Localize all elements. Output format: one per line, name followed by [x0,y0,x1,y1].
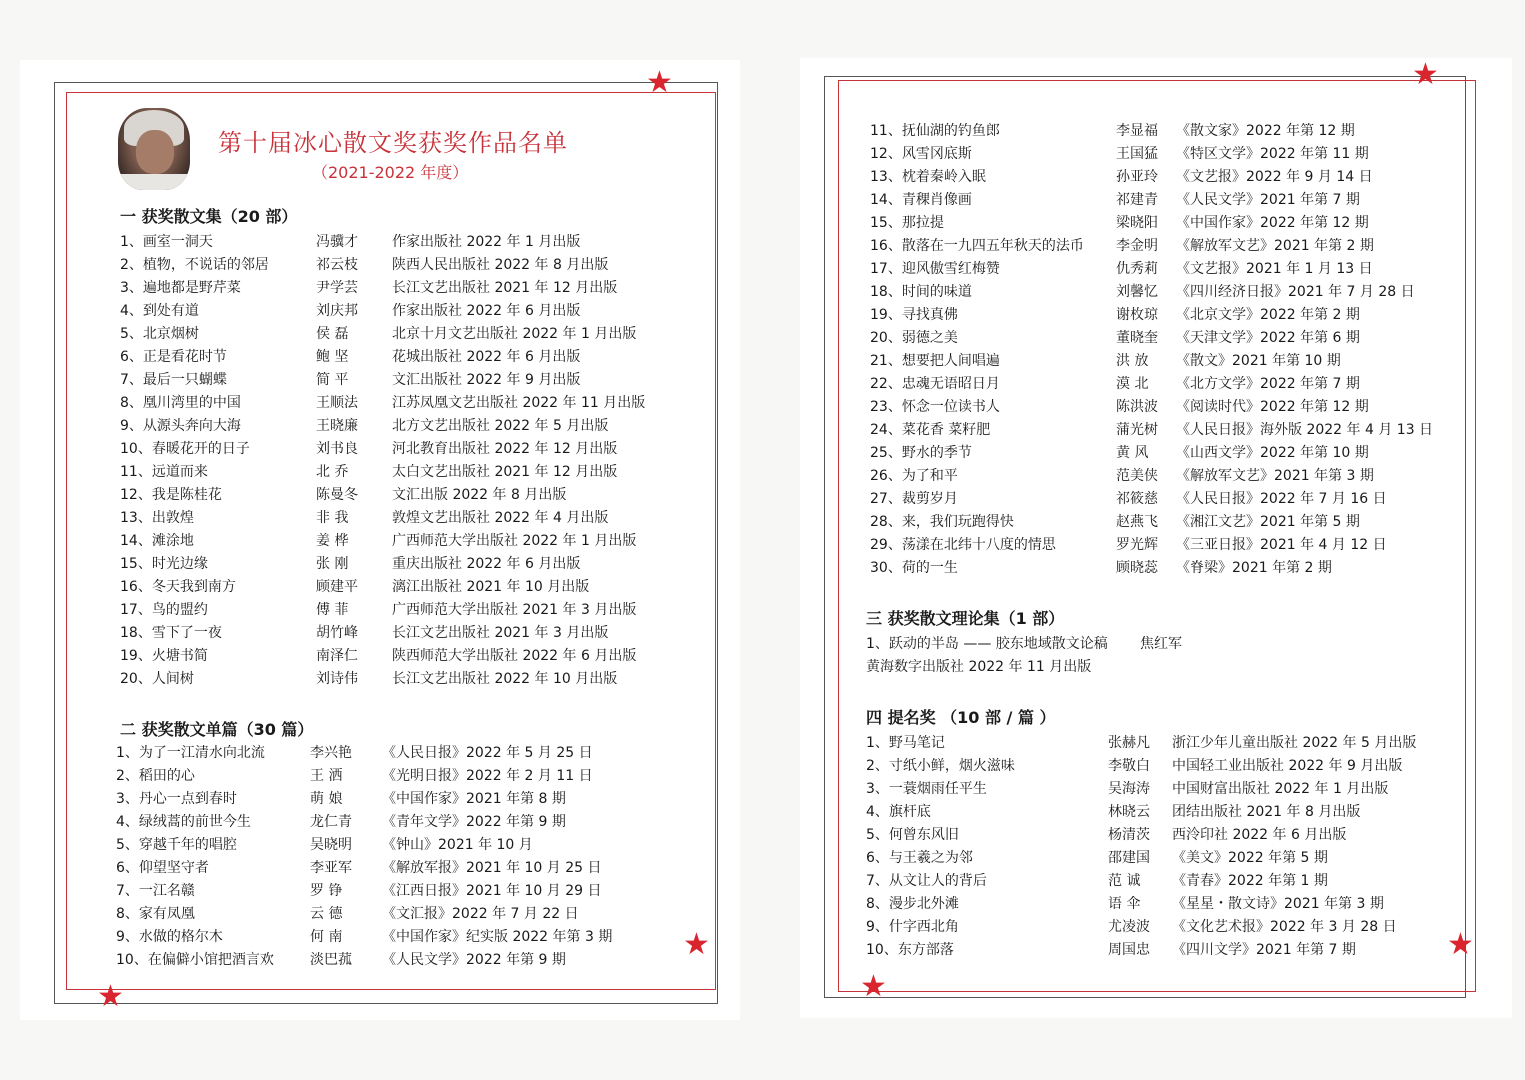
item-author: 王国猛 [1116,146,1158,162]
item-title: 11、远道而来 [120,464,208,480]
item-publication: 《星星・散文诗》2021 年第 3 期 [1172,896,1384,912]
item-title: 10、春暖花开的日子 [120,441,250,457]
item-publication: 《文艺报》2022 年 9 月 14 日 [1176,169,1373,185]
item-title: 28、来，我们玩跑得快 [870,514,1014,530]
item-publication: 陕西人民出版社 2022 年 8 月出版 [392,257,609,273]
item-author: 张 刚 [316,556,349,572]
item-publication: 《人民文学》2022 年第 9 期 [382,952,566,968]
item-publication: 广西师范大学出版社 2022 年 1 月出版 [392,533,637,549]
item-publication: 《解放军文艺》2021 年第 2 期 [1176,238,1374,254]
item-publication: 《散文家》2022 年第 12 期 [1176,123,1355,139]
item-author: 范 诚 [1108,873,1141,889]
item-title: 4、到处有道 [120,303,199,319]
item-author: 冯骥才 [316,234,358,250]
star-icon: ★ [97,979,124,1014]
item-author: 刘书良 [316,441,358,457]
item-publication: 长江文艺出版社 2021 年 3 月出版 [392,625,609,641]
item-publication: 《湘江文艺》2021 年第 5 期 [1176,514,1360,530]
item-author: 胡竹峰 [316,625,358,641]
item-publication: 太白文艺出版社 2021 年 12 月出版 [392,464,618,480]
item-title: 5、何曾东风旧 [866,827,959,843]
item-title: 13、枕着秦岭入眠 [870,169,986,185]
item-publication: 《中国作家》纪实版 2022 年第 3 期 [382,929,613,945]
item-publication: 团结出版社 2021 年 8 月出版 [1172,804,1361,820]
item-publication: 花城出版社 2022 年 6 月出版 [392,349,581,365]
item-author: 孙亚玲 [1116,169,1158,185]
item-author: 李兴艳 [310,745,352,761]
item-author: 尹学芸 [316,280,358,296]
item-title: 27、裁剪岁月 [870,491,958,507]
item-title: 22、忠魂无语昭日月 [870,376,1000,392]
item-publication: 《解放军报》2021 年 10 月 25 日 [382,860,602,876]
item-publication: 漓江出版社 2021 年 10 月出版 [392,579,590,595]
item-publication: 敦煌文艺出版社 2022 年 4 月出版 [392,510,609,526]
item-author: 周国忠 [1108,942,1150,958]
item-publication: 《北方文学》2022 年第 7 期 [1176,376,1360,392]
item-publication: 重庆出版社 2022 年 6 月出版 [392,556,581,572]
item-author: 漠 北 [1116,376,1149,392]
theory-item-publisher: 黄海数字出版社 2022 年 11 月出版 [866,659,1092,675]
section-heading-nominations: 四 提名奖 （10 部 / 篇 ） [866,708,1056,727]
star-icon: ★ [646,65,673,100]
item-title: 3、遍地都是野芹菜 [120,280,241,296]
item-author: 陈曼冬 [316,487,358,503]
item-publication: 河北教育出版社 2022 年 12 月出版 [392,441,618,457]
item-publication: 长江文艺出版社 2022 年 10 月出版 [392,671,618,687]
item-author: 蒲光树 [1116,422,1158,438]
item-title: 4、旗杆底 [866,804,931,820]
item-title: 3、丹心一点到春时 [116,791,237,807]
item-title: 26、为了和平 [870,468,958,484]
item-publication: 《特区文学》2022 年第 11 期 [1176,146,1369,162]
item-title: 3、一蓑烟雨任平生 [866,781,987,797]
item-author: 李敬白 [1108,758,1150,774]
item-title: 6、仰望坚守者 [116,860,209,876]
star-icon: ★ [1447,927,1474,962]
item-author: 姜 桦 [316,533,349,549]
item-author: 陈洪波 [1116,399,1158,415]
item-publication: 文汇出版 2022 年 8 月出版 [392,487,567,503]
item-title: 24、菜花香 菜籽肥 [870,422,991,438]
item-author: 吴晓明 [310,837,352,853]
item-author: 洪 放 [1116,353,1149,369]
item-publication: 中国财富出版社 2022 年 1 月出版 [1172,781,1389,797]
item-publication: 《天津文学》2022 年第 6 期 [1176,330,1360,346]
item-author: 林晓云 [1108,804,1150,820]
item-author: 非 我 [316,510,349,526]
item-title: 8、凰川湾里的中国 [120,395,241,411]
item-publication: 《阅读时代》2022 年第 12 期 [1176,399,1369,415]
item-author: 黄 风 [1116,445,1149,461]
item-author: 祁云枝 [316,257,358,273]
item-publication: 《光明日报》2022 年 2 月 11 日 [382,768,593,784]
item-publication: 文汇出版社 2022 年 9 月出版 [392,372,581,388]
item-title: 15、时光边缘 [120,556,208,572]
item-title: 1、画室一洞天 [120,234,213,250]
item-publication: 《解放军文艺》2021 年第 3 期 [1176,468,1374,484]
item-title: 17、鸟的盟约 [120,602,208,618]
item-title: 19、火塘书简 [120,648,208,664]
item-publication: 《人民文学》2021 年第 7 期 [1176,192,1360,208]
item-title: 25、野水的季节 [870,445,972,461]
item-author: 王晓廉 [316,418,358,434]
item-title: 5、穿越千年的唱腔 [116,837,237,853]
item-publication: 《青春》2022 年第 1 期 [1172,873,1328,889]
item-title: 6、正是看花时节 [120,349,227,365]
item-publication: 《美文》2022 年第 5 期 [1172,850,1328,866]
item-author: 李金明 [1116,238,1158,254]
item-publication: 《中国作家》2022 年第 12 期 [1176,215,1369,231]
item-publication: 作家出版社 2022 年 6 月出版 [392,303,581,319]
theory-item-author: 焦红军 [1140,636,1182,652]
item-author: 顾晓蕊 [1116,560,1158,576]
item-author: 龙仁青 [310,814,352,830]
item-author: 鲍 坚 [316,349,349,365]
item-publication: 《人民日报》2022 年 5 月 25 日 [382,745,593,761]
item-publication: 广西师范大学出版社 2021 年 3 月出版 [392,602,637,618]
item-title: 14、滩涂地 [120,533,194,549]
item-title: 2、寸纸小鲜，烟火滋味 [866,758,1015,774]
item-publication: 《青年文学》2022 年第 9 期 [382,814,566,830]
item-author: 简 平 [316,372,349,388]
item-author: 李亚军 [310,860,352,876]
item-title: 12、风雪冈底斯 [870,146,972,162]
item-author: 张赫凡 [1108,735,1150,751]
item-title: 7、最后一只蝴蝶 [120,372,227,388]
item-title: 9、水做的格尔木 [116,929,223,945]
item-title: 16、散落在一九四五年秋天的法币 [870,238,1084,254]
author-portrait [118,108,190,190]
item-author: 顾建平 [316,579,358,595]
star-icon: ★ [860,969,887,1004]
item-title: 5、北京烟树 [120,326,199,342]
item-author: 祁建青 [1116,192,1158,208]
item-publication: 江苏凤凰文艺出版社 2022 年 11 月出版 [392,395,646,411]
item-title: 9、什字西北角 [866,919,959,935]
item-author: 侯 磊 [316,326,349,342]
item-title: 17、迎风傲雪红梅赞 [870,261,1000,277]
item-publication: 《人民日报》2022 年 7 月 16 日 [1176,491,1387,507]
item-title: 23、怀念一位读书人 [870,399,1000,415]
item-title: 4、绿绒蒿的前世今生 [116,814,251,830]
item-publication: 陕西师范大学出版社 2022 年 6 月出版 [392,648,637,664]
item-title: 18、时间的味道 [870,284,972,300]
item-publication: 《散文》2021 年第 10 期 [1176,353,1341,369]
item-title: 1、为了一江清水向北流 [116,745,265,761]
item-title: 18、雪下了一夜 [120,625,222,641]
item-publication: 《四川经济日报》2021 年 7 月 28 日 [1176,284,1415,300]
item-title: 15、那拉提 [870,215,944,231]
item-publication: 《山西文学》2022 年第 10 期 [1176,445,1369,461]
item-author: 梁晓阳 [1116,215,1158,231]
item-author: 云 德 [310,906,343,922]
item-title: 7、从文让人的背后 [866,873,987,889]
item-author: 董晓奎 [1116,330,1158,346]
item-author: 淡巴菰 [310,952,352,968]
item-author: 傅 菲 [316,602,349,618]
item-author: 罗光辉 [1116,537,1158,553]
item-title: 29、荡漾在北纬十八度的情思 [870,537,1056,553]
item-author: 王顺法 [316,395,358,411]
item-author: 赵燕飞 [1116,514,1158,530]
section-heading-collections: 一 获奖散文集（20 部） [120,207,298,226]
item-title: 2、稻田的心 [116,768,195,784]
item-title: 20、弱德之美 [870,330,958,346]
item-author: 吴海涛 [1108,781,1150,797]
item-title: 21、想要把人间唱遍 [870,353,1000,369]
star-icon: ★ [683,927,710,962]
item-publication: 长江文艺出版社 2021 年 12 月出版 [392,280,618,296]
item-author: 邵建国 [1108,850,1150,866]
item-title: 8、漫步北外滩 [866,896,959,912]
item-title: 1、野马笔记 [866,735,945,751]
item-publication: 《钟山》2021 年 10 月 [382,837,533,853]
item-publication: 北京十月文艺出版社 2022 年 1 月出版 [392,326,637,342]
item-publication: 北方文艺出版社 2022 年 5 月出版 [392,418,609,434]
item-title: 13、出敦煌 [120,510,194,526]
item-title: 11、抚仙湖的钓鱼郎 [870,123,1000,139]
item-title: 16、冬天我到南方 [120,579,236,595]
item-title: 8、家有凤凰 [116,906,195,922]
item-publication: 《中国作家》2021 年第 8 期 [382,791,566,807]
item-author: 杨清茨 [1108,827,1150,843]
theory-item-title: 1、跃动的半岛 —— 胶东地域散文论稿 [866,636,1108,652]
item-author: 尤凌波 [1108,919,1150,935]
item-author: 北 乔 [316,464,349,480]
item-publication: 《文艺报》2021 年 1 月 13 日 [1176,261,1373,277]
item-title: 9、从源头奔向大海 [120,418,241,434]
page-title: 第十届冰心散文奖获奖作品名单 [218,129,568,157]
item-author: 南泽仁 [316,648,358,664]
item-author: 范美侠 [1116,468,1158,484]
item-publication: 浙江少年儿童出版社 2022 年 5 月出版 [1172,735,1417,751]
item-publication: 《北京文学》2022 年第 2 期 [1176,307,1360,323]
item-title: 7、一江名赣 [116,883,195,899]
item-title: 10、东方部落 [866,942,954,958]
item-author: 谢枚琼 [1116,307,1158,323]
item-author: 刘庆邦 [316,303,358,319]
section-heading-single-essays: 二 获奖散文单篇（30 篇） [120,720,314,739]
item-publication: 《人民日报》海外版 2022 年 4 月 13 日 [1176,422,1434,438]
item-publication: 《四川文学》2021 年第 7 期 [1172,942,1356,958]
item-publication: 西泠印社 2022 年 6 月出版 [1172,827,1347,843]
page-subtitle: （2021-2022 年度） [312,163,469,182]
item-title: 14、青稞肖像画 [870,192,972,208]
item-title: 12、我是陈桂花 [120,487,222,503]
item-publication: 《文汇报》2022 年 7 月 22 日 [382,906,579,922]
star-icon: ★ [1412,57,1439,92]
item-author: 王 洒 [310,768,343,784]
item-author: 仇秀莉 [1116,261,1158,277]
section-heading-theory: 三 获奖散文理论集（1 部） [866,609,1065,628]
item-author: 祁筱慈 [1116,491,1158,507]
item-author: 萌 娘 [310,791,343,807]
item-author: 李显福 [1116,123,1158,139]
item-title: 30、荷的一生 [870,560,958,576]
item-author: 语 伞 [1108,896,1141,912]
item-title: 19、寻找真佛 [870,307,958,323]
item-publication: 《文化艺术报》2022 年 3 月 28 日 [1172,919,1397,935]
item-author: 刘馨忆 [1116,284,1158,300]
item-publication: 中国轻工业出版社 2022 年 9 月出版 [1172,758,1403,774]
item-title: 10、在偏僻小馆把酒言欢 [116,952,274,968]
item-title: 20、人间树 [120,671,194,687]
item-author: 刘诗伟 [316,671,358,687]
item-author: 罗 铮 [310,883,343,899]
item-title: 6、与王羲之为邻 [866,850,973,866]
item-title: 2、植物，不说话的邻居 [120,257,269,273]
item-publication: 作家出版社 2022 年 1 月出版 [392,234,581,250]
item-publication: 《江西日报》2021 年 10 月 29 日 [382,883,602,899]
item-publication: 《脊梁》2021 年第 2 期 [1176,560,1332,576]
item-publication: 《三亚日报》2021 年 4 月 12 日 [1176,537,1387,553]
item-author: 何 南 [310,929,343,945]
